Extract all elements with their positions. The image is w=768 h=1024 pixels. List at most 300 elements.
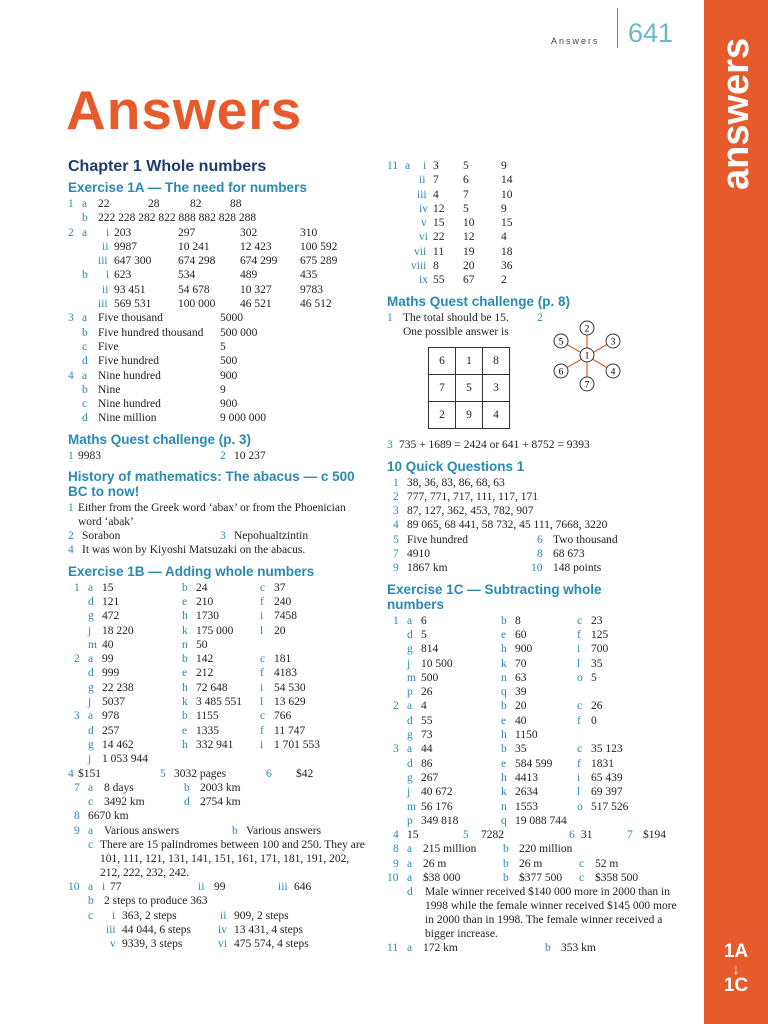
answer-value: 9 000 000 (220, 412, 266, 425)
answer-value: 203 (114, 226, 132, 239)
answer-value: 584 599 (515, 757, 553, 770)
answer-value: 77 (110, 880, 122, 893)
quick-questions-answers (387, 476, 692, 533)
answer-value: 5 (463, 160, 469, 172)
answer-value: 0 (591, 714, 597, 727)
answer-row (387, 699, 692, 713)
answer-text: Nine hundred (98, 398, 161, 411)
answer-text: Five hundred thousand (98, 326, 204, 339)
part-letter: c (82, 398, 88, 411)
part-letter: i (260, 681, 264, 694)
exercise-1a-heading: Exercise 1A — The need for numbers (68, 180, 307, 195)
part-letter: f (260, 724, 264, 737)
answer-row (387, 533, 692, 547)
answer-text: Nepohualtzintin (234, 530, 309, 543)
question-number: 2 (393, 490, 399, 503)
part-letter: c (260, 710, 266, 723)
answer-row (68, 609, 368, 623)
answer-value: 500 000 (220, 326, 258, 339)
answer-row (387, 728, 692, 742)
part-letter: i (260, 610, 264, 623)
part-letter: h (182, 681, 188, 694)
answer-text: Nine (98, 383, 121, 396)
answer-value: 4413 (515, 771, 538, 784)
answer-value: 55 (421, 714, 433, 727)
answer-value: 70 (515, 657, 527, 670)
chapter-heading: Chapter 1 Whole numbers (68, 158, 267, 175)
answer-text: Nine hundred (98, 369, 161, 382)
roman-numeral: ii (102, 283, 109, 296)
answer-value: 26 m (519, 857, 543, 870)
part-letter: i (577, 643, 581, 656)
part-letter: c (260, 581, 266, 594)
answer-value: 2 (501, 274, 507, 287)
answer-value: 363, 2 steps (122, 909, 177, 922)
part-letter: b (503, 857, 509, 870)
answer-row (387, 857, 692, 871)
question-number: 2 (393, 700, 399, 713)
answer-row (387, 311, 692, 325)
part-letter: h (501, 729, 507, 742)
grid-cell: 9 (456, 402, 483, 429)
answer-value: 11 747 (274, 724, 306, 737)
star-node-label: 7 (584, 380, 590, 391)
answer-row (68, 638, 368, 652)
part-letter: o (577, 671, 583, 684)
star-node (554, 364, 568, 378)
answer-text: Either from the Greek word ‘abax’ or from the Phoenician word ‘abak’ (78, 502, 346, 529)
question-number: 1 (68, 449, 74, 462)
answer-row (387, 941, 692, 955)
answer-value: 20 (274, 624, 286, 637)
question-number: 3 (393, 743, 399, 756)
q11-table (387, 159, 692, 288)
answer-value: 1730 (196, 610, 219, 623)
star-node-label: 6 (558, 367, 564, 378)
answer-row (68, 197, 368, 211)
exercise-1b-answers (68, 581, 368, 767)
part-letter: a (407, 857, 413, 870)
question-number: 3 (74, 710, 80, 723)
answer-value: 10 237 (234, 449, 266, 462)
question-number: 1 (74, 581, 80, 594)
part-letter: q (501, 814, 507, 827)
answer-row (387, 771, 692, 785)
part-letter: b (182, 581, 188, 594)
answer-value: 500 (421, 671, 439, 684)
star-node (554, 334, 568, 348)
answer-value: 68 673 (553, 548, 585, 561)
part-letter: a (407, 843, 413, 856)
answer-value: 1150 (515, 729, 538, 742)
sidebar-band (704, 0, 768, 1024)
part-letter: c (577, 743, 583, 756)
answer-value: 5 (220, 340, 226, 353)
answer-row (68, 824, 368, 838)
question-number: 1 (387, 311, 393, 324)
grid-cell: 1 (456, 348, 483, 375)
question-number: 1 (393, 614, 399, 627)
part-letter: i (260, 738, 264, 751)
answer-value: 22 (98, 198, 110, 210)
star-diagram (549, 318, 629, 394)
answer-value: 2003 km (200, 781, 241, 794)
answer-row (68, 624, 368, 638)
part-letter: b (182, 710, 188, 723)
answer-value: 37 (274, 581, 286, 594)
answer-row (387, 561, 692, 575)
question-number: 4 (68, 544, 74, 557)
answer-value: 13 431, 4 steps (234, 923, 303, 936)
answer-text: There are 15 palindromes between 100 and 250. They are 101, 111, 121, 131, 141, 151, 161, 171, 181, 191, 202, 212, 222, 232, 242. (100, 838, 365, 879)
grid-cell: 6 (429, 348, 456, 375)
part-letter: p (407, 814, 413, 827)
answer-value: 63 (515, 671, 527, 684)
question-number: 9 (74, 824, 80, 837)
answer-value: $377 500 (519, 871, 563, 884)
answer-value: 7282 (481, 829, 504, 842)
question-number: 4 (68, 369, 74, 382)
answer-value: 978 (102, 710, 120, 723)
answer-value: 10 (463, 217, 475, 230)
question-number: 2 (74, 653, 80, 666)
part-letter: c (82, 340, 88, 353)
answer-value: 646 (294, 880, 312, 893)
answer-value: 65 439 (591, 771, 623, 784)
answer-value: 26 (421, 686, 433, 699)
roman-numeral: iii (106, 923, 116, 936)
answer-row (387, 518, 692, 532)
answer-value: 4910 (407, 548, 430, 561)
answer-row (387, 642, 692, 656)
part-letter: b (501, 700, 507, 713)
grid-cell: 3 (483, 375, 510, 402)
star-node-label: 5 (558, 337, 564, 348)
part-letter: a (88, 824, 94, 837)
answer-row (387, 742, 692, 756)
answer-value: 9 (501, 160, 507, 172)
answer-value: 3032 pages (174, 767, 227, 780)
answer-row (387, 504, 692, 518)
answer-row (68, 709, 368, 723)
exercise-1a-answers (68, 197, 368, 426)
part-letter: g (88, 610, 94, 623)
answer-row (387, 800, 692, 814)
answer-value: 569 531 (114, 298, 152, 311)
answer-value: 675 289 (300, 255, 338, 268)
answer-value: 99 (102, 653, 114, 666)
part-letter: a (82, 312, 88, 325)
answer-value: 1155 (196, 710, 219, 723)
answer-row (68, 354, 368, 368)
part-letter: e (501, 757, 507, 770)
part-letter: b (82, 269, 88, 282)
part-letter: j (88, 696, 92, 709)
answer-value: 28 (148, 198, 160, 210)
roman-numeral: ii (102, 240, 109, 253)
question-number: 3 (387, 439, 393, 452)
answer-text: Five (98, 340, 119, 353)
answer-value: 5037 (102, 696, 125, 709)
answer-value: 999 (102, 667, 120, 680)
answer-row (68, 297, 368, 311)
part-letter: b (184, 781, 190, 794)
part-letter: f (577, 757, 581, 770)
part-letter: b (82, 212, 88, 225)
answer-value: 11 (433, 245, 445, 258)
answer-value: 55 (433, 274, 445, 287)
answer-value: 6 (421, 614, 427, 627)
answer-row (68, 226, 368, 240)
answer-row (387, 325, 692, 339)
question-number: 4 (393, 519, 399, 532)
answer-row (68, 666, 368, 680)
answer-row (387, 757, 692, 771)
answer-value: 674 299 (240, 255, 278, 268)
question-number: 1 (393, 476, 399, 489)
part-letter: a (407, 614, 413, 627)
part-letter: j (88, 753, 92, 766)
answer-value: 19 (463, 245, 475, 258)
answer-row (68, 543, 368, 557)
answer-value: 20 (463, 260, 475, 273)
part-letter: b (503, 871, 509, 884)
answer-value: 1 053 944 (102, 753, 148, 766)
answer-row (68, 781, 368, 795)
right-column (387, 159, 692, 956)
answer-row (68, 340, 368, 354)
question-number: 6 (537, 533, 543, 546)
part-letter: d (82, 355, 88, 368)
answer-row (387, 871, 692, 885)
section-code-start: 1A (723, 941, 749, 962)
answer-value: 69 397 (591, 786, 623, 799)
answer-value: 9 (220, 383, 226, 396)
answer-value: 24 (196, 581, 208, 594)
answer-value: 12 (433, 202, 445, 215)
answer-row (68, 529, 368, 543)
answer-value: 212 (196, 667, 214, 680)
answer-row (68, 795, 368, 809)
answer-value: 215 million (423, 843, 477, 856)
exercise-1c-answers (387, 614, 692, 828)
answer-row (387, 202, 692, 216)
answer-value: 500 (220, 355, 238, 368)
answer-value: 3 485 551 (196, 696, 242, 709)
question-number: 10 (387, 871, 399, 884)
star-node-label: 2 (584, 324, 590, 335)
left-column (68, 158, 368, 951)
answer-value: 181 (274, 653, 292, 666)
part-letter: b (82, 326, 88, 339)
answer-text: Five hundred (98, 355, 160, 368)
question-number: 8 (537, 548, 543, 561)
answer-value: $151 (78, 767, 101, 780)
grid-row (429, 402, 510, 429)
part-letter: g (88, 681, 94, 694)
answer-value: 100 000 (178, 298, 216, 311)
answer-value: 36 (501, 260, 513, 273)
question-number: 5 (160, 767, 166, 780)
answer-row (387, 216, 692, 230)
answer-row (387, 245, 692, 259)
section-codes (704, 942, 768, 996)
answer-value: 22 238 (102, 681, 134, 694)
answer-value: 60 (515, 628, 527, 641)
answer-value: 23 (591, 614, 603, 627)
question-number: 5 (393, 533, 399, 546)
answer-value: 13 629 (274, 696, 306, 709)
answer-value: 210 (196, 595, 214, 608)
answer-row (387, 188, 692, 202)
history-heading: History of mathematics: The abacus — c 500 BC to now! (68, 469, 355, 500)
part-letter: c (577, 614, 583, 627)
question-number: 6 (266, 767, 272, 780)
answer-value: 766 (274, 710, 292, 723)
question-number: 1 (68, 502, 74, 515)
answer-value: 4183 (274, 667, 297, 680)
part-letter: a (88, 880, 94, 893)
star-node-label: 4 (610, 367, 616, 378)
answer-value: 9987 (114, 240, 137, 253)
question-number: 8 (393, 843, 399, 856)
answer-value: 1553 (515, 800, 538, 813)
answer-value: 40 672 (421, 786, 453, 799)
answer-value: $42 (296, 767, 314, 780)
roman-numeral: i (423, 160, 427, 172)
answer-row (387, 785, 692, 799)
answer-row (387, 476, 692, 490)
part-letter: a (82, 198, 88, 210)
question-number: 4 (68, 767, 74, 780)
part-letter: d (82, 412, 88, 425)
answer-value: $194 (643, 829, 666, 842)
answer-value: 148 points (553, 562, 602, 575)
part-letter: b (503, 843, 509, 856)
part-letter: a (407, 871, 413, 884)
answer-value: 2754 km (200, 796, 241, 809)
part-letter: g (88, 738, 94, 751)
part-letter: f (577, 714, 581, 727)
answer-value: 2634 (515, 786, 538, 799)
answer-text: 2 steps to produce 363 (104, 895, 208, 908)
part-letter: a (82, 369, 88, 382)
part-letter: o (577, 800, 583, 813)
part-letter: i (577, 771, 581, 784)
answer-row (68, 923, 368, 937)
answer-value: 472 (102, 610, 120, 623)
answer-row (68, 767, 368, 781)
answer-value: 46 512 (300, 298, 332, 311)
part-letter: d (407, 757, 413, 770)
answer-value: 222 228 282 822 888 882 828 288 (98, 212, 257, 225)
part-letter: d (407, 714, 413, 727)
star-node (580, 348, 594, 362)
answer-value: 4 (421, 700, 427, 713)
roman-numeral: iv (218, 923, 227, 936)
answer-value: 900 (515, 643, 533, 656)
answer-value: 67 (463, 274, 475, 287)
part-letter: j (88, 624, 92, 637)
answer-row (68, 449, 368, 463)
part-letter: g (407, 729, 413, 742)
question-number: 3 (220, 530, 226, 543)
answer-value: 22 (433, 231, 445, 244)
answer-value: 35 123 (591, 743, 623, 756)
answer-value: 18 (501, 245, 513, 258)
answer-value: 6670 km (88, 810, 129, 823)
answer-value: 700 (591, 643, 609, 656)
answer-value: 9 (501, 202, 507, 215)
answer-value: 7458 (274, 610, 297, 623)
star-node (580, 321, 594, 335)
answer-row (68, 909, 368, 923)
page-number: 641 (628, 18, 674, 48)
question-number: 2 (68, 530, 74, 543)
part-letter: m (88, 638, 97, 651)
roman-numeral: iii (98, 255, 108, 268)
answer-row (68, 268, 368, 282)
roman-numeral: v (421, 217, 427, 230)
answer-value: 3492 km (104, 796, 145, 809)
answer-row (68, 581, 368, 595)
question-number: 4 (393, 829, 399, 842)
part-letter: a (405, 160, 411, 172)
answer-row (68, 894, 368, 908)
answer-value: 7 (433, 174, 439, 187)
answer-text: 38, 36, 83, 86, 68, 63 (407, 476, 505, 489)
part-letter: b (82, 383, 88, 396)
answer-value: 12 (463, 231, 475, 244)
answer-value: 9783 (300, 283, 323, 296)
answer-row (68, 724, 368, 738)
answer-value: 297 (178, 226, 196, 239)
answer-value: 302 (240, 226, 258, 239)
answer-value: 88 (230, 198, 242, 210)
answer-value: 1867 km (407, 562, 448, 575)
part-letter: a (407, 700, 413, 713)
answer-value: 175 000 (196, 624, 234, 637)
answer-value: 31 (581, 829, 593, 842)
part-letter: g (407, 643, 413, 656)
star-node-label: 1 (584, 351, 590, 362)
answer-value: 14 (501, 174, 513, 187)
answer-value: 5 (421, 628, 427, 641)
answer-value: 172 km (423, 942, 458, 955)
answer-value: 121 (102, 595, 120, 608)
part-letter: c (579, 871, 585, 884)
answer-row (387, 842, 692, 856)
answer-value: 19 088 744 (515, 814, 567, 827)
part-letter: a (88, 781, 94, 794)
question-number: 9 (393, 562, 399, 575)
star-node (606, 364, 620, 378)
part-letter: k (501, 657, 507, 670)
grid-cell: 4 (483, 402, 510, 429)
answer-row (387, 814, 692, 828)
part-letter: b (501, 614, 507, 627)
part-letter: n (501, 671, 507, 684)
roman-numeral: ii (198, 880, 205, 893)
question-number: 10 (68, 880, 80, 893)
answer-row (68, 369, 368, 383)
answer-value: 435 (300, 269, 318, 282)
answer-row (387, 614, 692, 628)
answer-value: 6 (463, 174, 469, 187)
roman-numeral: vi (218, 938, 227, 951)
roman-numeral: i (106, 226, 110, 239)
roman-numeral: ix (419, 274, 428, 287)
